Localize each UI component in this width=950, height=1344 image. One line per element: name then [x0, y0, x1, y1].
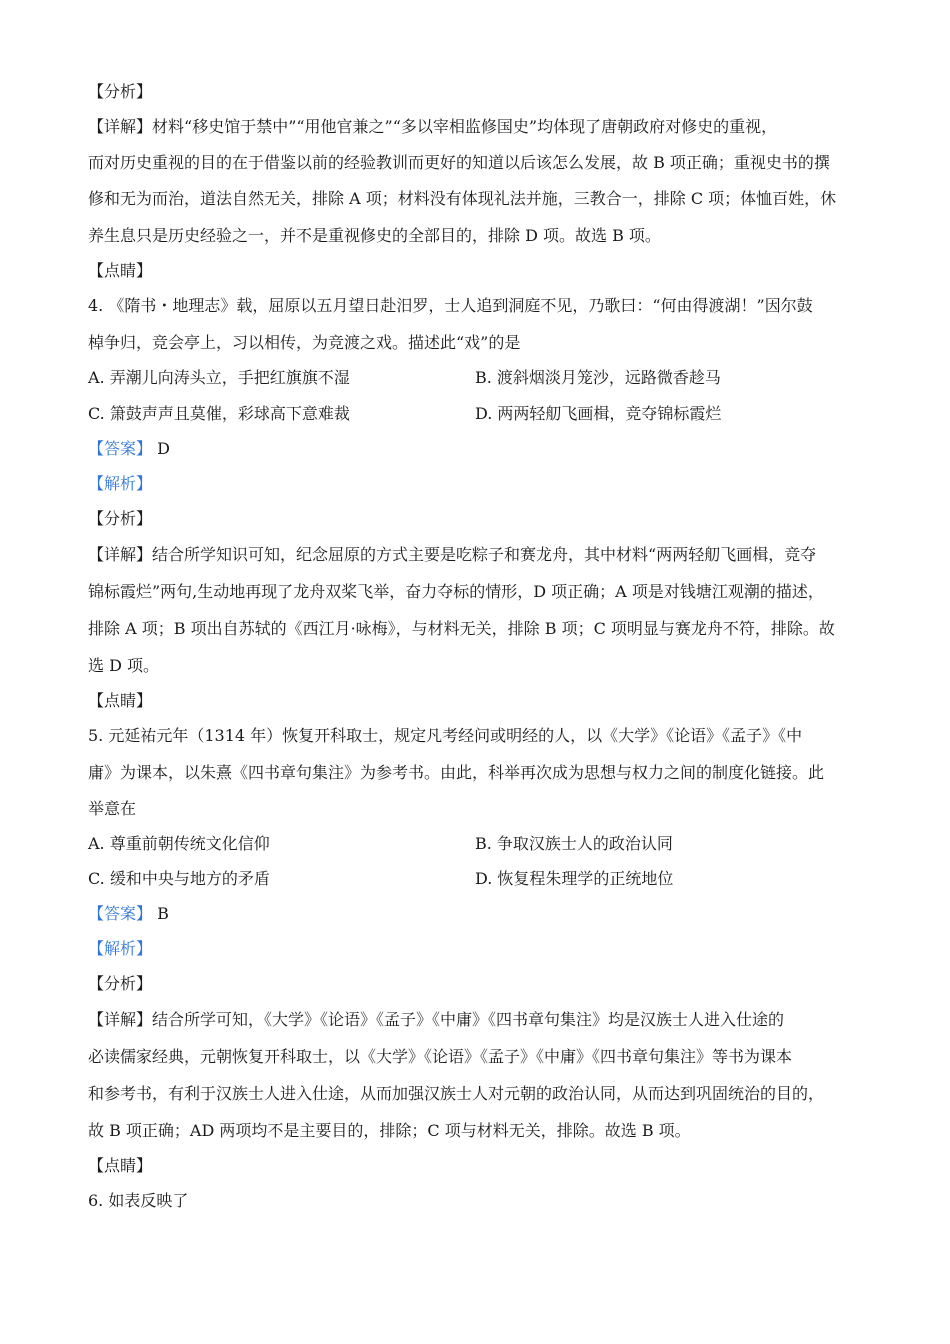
q5-detail-line-3: 和参考书，有利于汉族士人进入仕途，从而加强汉族士人对元朝的政治认同，从而达到巩固统治的目的，	[88, 1084, 825, 1103]
q3-detail-line-2: 而对历史重视的目的在于借鉴以前的经验教训而更好的知道以后该怎么发展，故 B 项正确；重视史书的撰	[88, 153, 830, 172]
q4-option-c: C. 箫鼓声声且莫催，彩球高下意难裁	[88, 404, 350, 423]
q4-analysis-label: 【分析】	[88, 509, 153, 528]
q4-answer-line	[88, 439, 170, 459]
q4-detail-label: 【详解】	[88, 545, 153, 564]
q5-stem-line-3: 举意在	[88, 799, 137, 818]
q3-detail-line-1: 【详解】材料“移史馆于禁中”“用他官兼之”“多以宰相监修国史”均体现了唐朝政府对修史的重视，	[88, 117, 778, 136]
q4-option-a: A. 弄潮儿向涛头立，手把红旗旗不湿	[88, 368, 350, 387]
q4-detail-line-3: 排除 A 项；B 项出自苏轼的《西江月·咏梅》，与材料无关，排除 B 项；C 项明显与赛龙舟不符，排除。故	[88, 619, 835, 638]
q4-detail-line-2: 锦标霞烂”两句,生动地再现了龙舟双桨飞举，奋力夺标的情形，D 项正确；A 项是对钱塘江观潮的描述，	[88, 582, 824, 601]
q4-option-d: D. 两两轻舠飞画楫，竞夺锦标霞烂	[475, 404, 722, 423]
q5-answer-label: 【答案】	[88, 904, 153, 923]
q3-detail-label: 【详解】	[88, 117, 153, 136]
q5-answer-value: B	[157, 904, 169, 923]
q4-answer-label: 【答案】	[88, 439, 153, 458]
q6-stem-line-1: 6. 如表反映了	[88, 1191, 189, 1210]
q5-explain-label: 【解析】	[88, 939, 153, 958]
q5-stem-line-1: 5. 元延祐元年（1314 年）恢复开科取士，规定凡考经问或明经的人，以《大学》《论语》《孟子》《中	[88, 726, 803, 745]
q5-stem-line-2: 庸》为课本，以朱熹《四书章句集注》为参考书。由此，科举再次成为思想与权力之间的制度化链接。此	[88, 763, 825, 782]
q3-comment-label: 【点睛】	[88, 261, 153, 280]
q4-option-b: B. 渡斜烟淡月笼沙，远路微香趁马	[475, 368, 721, 387]
q4-explain-label: 【解析】	[88, 474, 153, 493]
q4-detail-line-1: 【详解】结合所学知识可知，纪念屈原的方式主要是吃粽子和赛龙舟，其中材料“两两轻舠飞画楫，竞夺	[88, 545, 817, 564]
q5-option-c: C. 缓和中央与地方的矛盾	[88, 869, 270, 888]
q5-comment-label: 【点睛】	[88, 1156, 153, 1175]
q5-option-b: B. 争取汉族士人的政治认同	[475, 834, 673, 853]
q5-answer-line	[88, 904, 169, 924]
q3-analysis-label: 【分析】	[88, 82, 153, 101]
q5-option-d: D. 恢复程朱理学的正统地位	[475, 869, 674, 888]
q4-answer-value: D	[157, 439, 170, 458]
q5-detail-line-4: 故 B 项正确；AD 两项均不是主要目的，排除；C 项与材料无关，排除。故选 B 项。	[88, 1121, 691, 1140]
q4-detail-line-4: 选 D 项。	[88, 656, 160, 675]
q4-stem-line-2: 棹争归，竞会亭上，习以相传，为竞渡之戏。描述此“戏”的是	[88, 333, 521, 352]
q3-detail-line-3: 修和无为而治，道法自然无关，排除 A 项；材料没有体现礼法并施，三教合一，排除 C 项；体恤百姓，休	[88, 189, 837, 208]
q5-detail-label: 【详解】	[88, 1010, 153, 1029]
q4-comment-label: 【点睛】	[88, 691, 153, 710]
q5-detail-line-2: 必读儒家经典，元朝恢复开科取士，以《大学》《论语》《孟子》《中庸》《四书章句集注》等书为课本	[88, 1047, 793, 1066]
q5-analysis-label: 【分析】	[88, 974, 153, 993]
q3-detail-line-4: 养生息只是历史经验之一，并不是重视修史的全部目的，排除 D 项。故选 B 项。	[88, 226, 661, 245]
q5-detail-line-1: 【详解】结合所学可知，《大学》《论语》《孟子》《中庸》《四书章句集注》均是汉族士人进入仕途的	[88, 1010, 785, 1029]
q4-stem-line-1: 4. 《隋书・地理志》载，屈原以五月望日赴汨罗，士人追到洞庭不见，乃歌曰：“何由得渡湖！”因尔鼓	[88, 296, 813, 315]
q5-option-a: A. 尊重前朝传统文化信仰	[88, 834, 270, 853]
